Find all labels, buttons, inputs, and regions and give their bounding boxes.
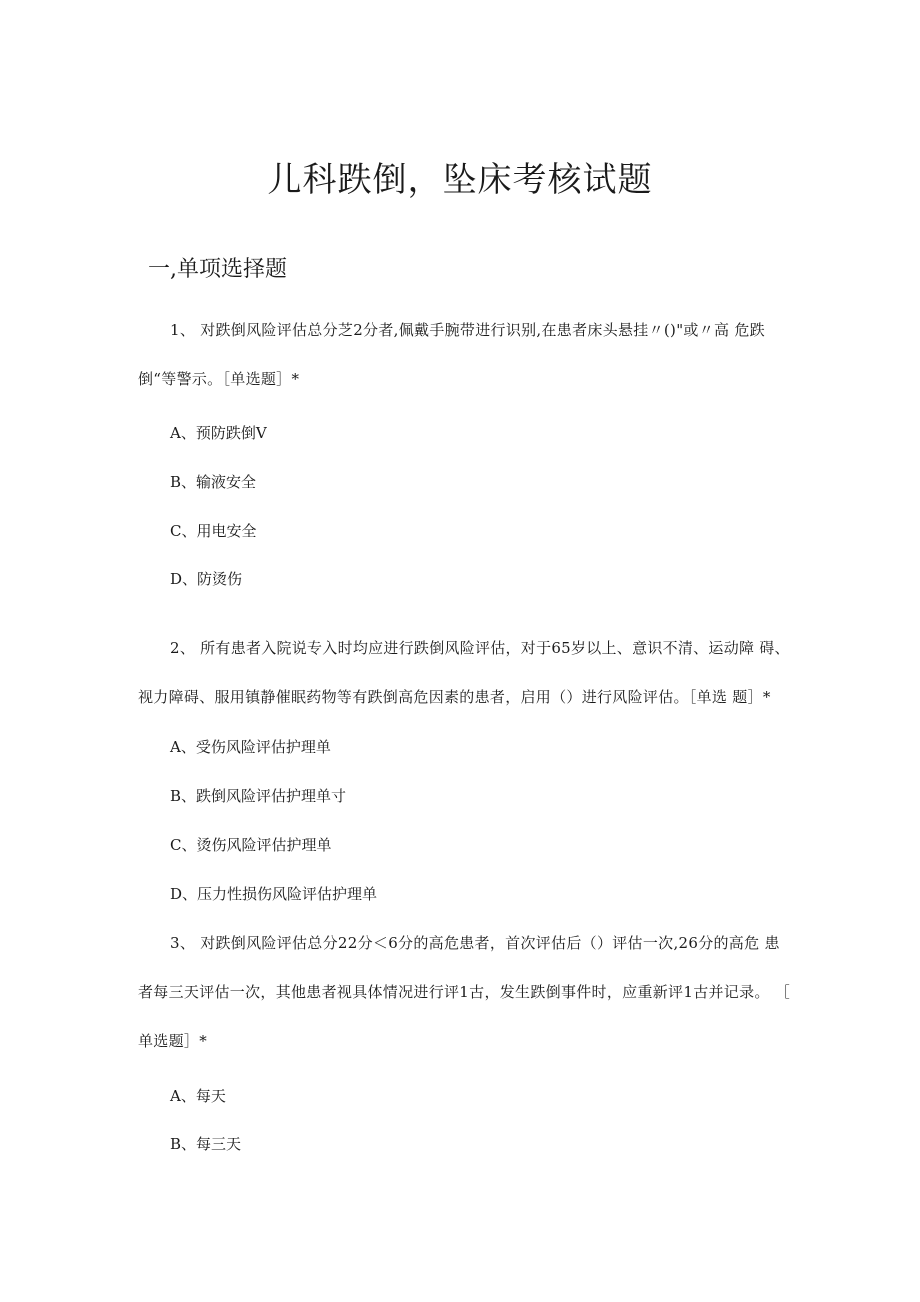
question-2-option-b: B、跌倒风险评估护理单寸 bbox=[170, 787, 347, 805]
question-2-option-a: A、受伤风险评估护理单 bbox=[170, 738, 331, 756]
question-1-line-2: 倒“等警示。［单选题］* bbox=[138, 370, 300, 388]
question-2-option-d: D、压力性损伤风险评估护理单 bbox=[170, 885, 378, 903]
section-heading: 一,单项选择题 bbox=[148, 257, 287, 282]
question-1-line-1: 1、 对跌倒风险评估总分芝2分者,佩戴手腕带进行识别,在患者床头悬挂〃()"或〃高 危跌 bbox=[170, 321, 765, 339]
question-1-option-b: B、输液安全 bbox=[170, 473, 257, 491]
question-1-option-c: C、用电安全 bbox=[170, 522, 257, 540]
question-1-option-a: A、预防跌倒V bbox=[170, 424, 267, 442]
question-3-option-b: B、每三天 bbox=[170, 1135, 242, 1153]
question-2-line-1: 2、 所有患者入院说专入时均应进行跌倒风险评估，对于65岁以上、意识不清、运动障 碍、 bbox=[170, 639, 790, 657]
question-3-line-1: 3、 对跌倒风险评估总分22分＜6分的高危患者，首次评估后（）评估一次,26分的高危 患 bbox=[170, 934, 780, 952]
document-title: 儿科跌倒，坠床考核试题 bbox=[267, 160, 653, 200]
question-3-option-a: A、每天 bbox=[170, 1087, 226, 1105]
question-3-line-3: 单选题］* bbox=[138, 1032, 208, 1050]
question-1-option-d: D、防烫伤 bbox=[170, 570, 243, 588]
question-3-line-2: 者每三天评估一次，其他患者视具体情况进行评1古，发生跌倒事件时，应重新评1古并记录。 ［ bbox=[138, 983, 791, 1001]
question-2-option-c: C、烫伤风险评估护理单 bbox=[170, 836, 332, 854]
question-2-line-2: 视力障碍、服用镇静催眠药物等有跌倒高危因素的患者，启用（）进行风险评估。［单选 题］* bbox=[138, 688, 771, 706]
